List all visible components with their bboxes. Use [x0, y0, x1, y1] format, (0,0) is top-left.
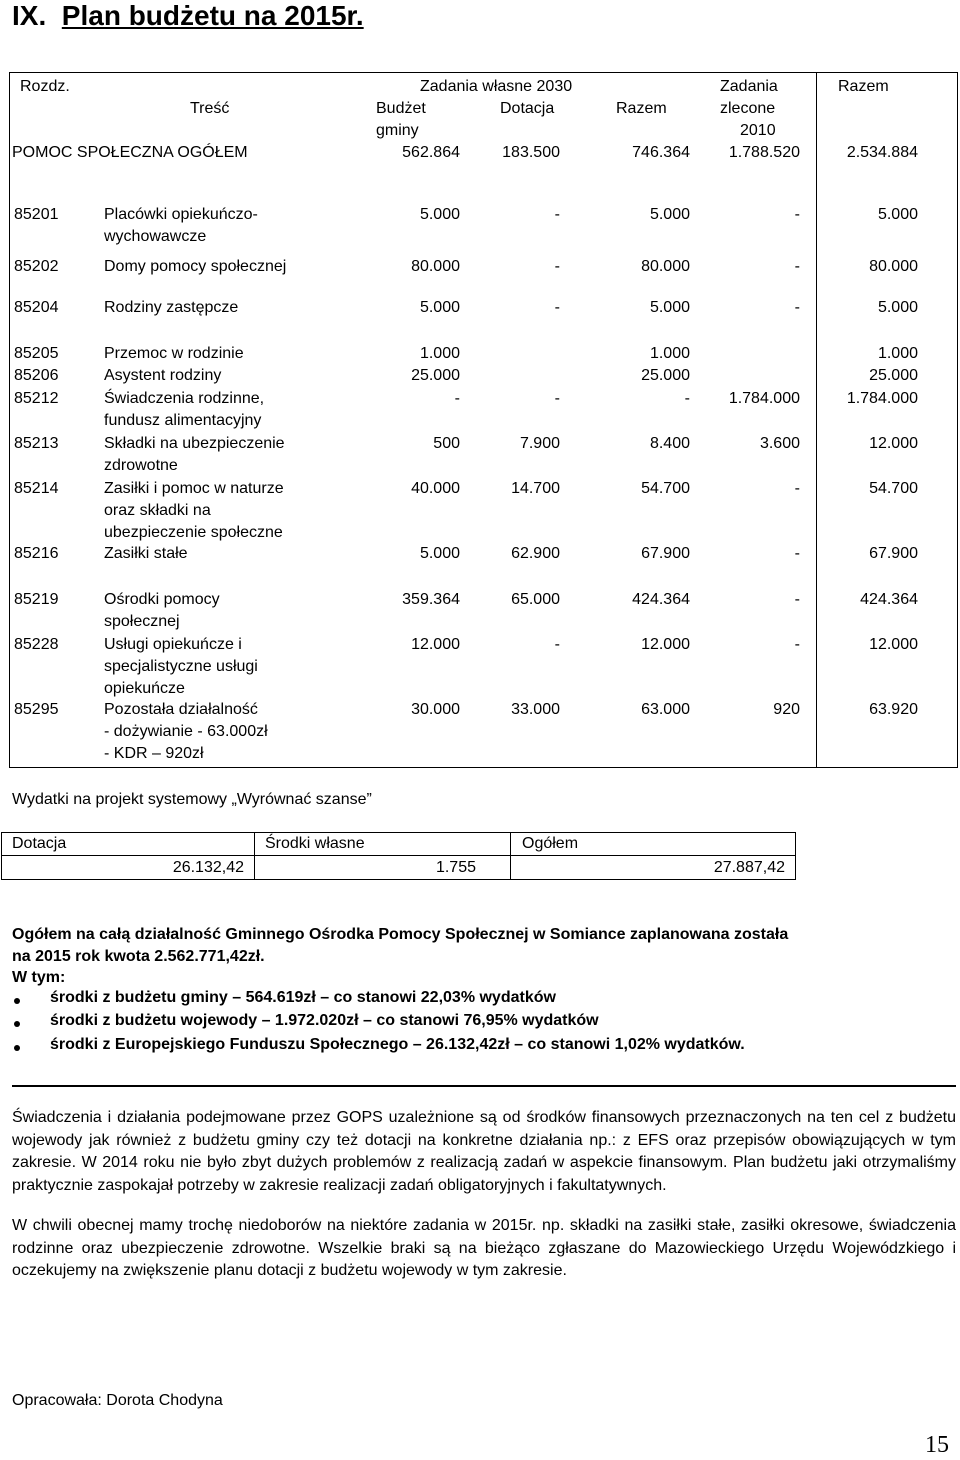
- header-razem-wlasne: Razem: [616, 100, 667, 117]
- header-budzet-gminy-2: gminy: [376, 122, 419, 139]
- summary-line-2: na 2015 rok kwota 2.562.771,42zł.: [12, 948, 265, 965]
- row-dotacja: -: [554, 636, 560, 653]
- header-zadania-zlecone-2: zlecone: [720, 100, 776, 117]
- row-zlecone: -: [794, 258, 800, 275]
- row-dotacja: -: [554, 258, 560, 275]
- bullet-icon: [14, 1021, 20, 1027]
- row-zlecone: 3.600: [759, 435, 800, 452]
- row-description: Świadczenia rodzinne,: [104, 390, 265, 407]
- row-description: społecznej: [104, 613, 180, 630]
- row-description: wychowawcze: [104, 228, 207, 245]
- row-dotacja: 65.000: [511, 591, 560, 608]
- bullet-icon: [14, 998, 20, 1004]
- total-zlecone: 1.788.520: [728, 144, 800, 161]
- project-header-ogolem: Ogółem: [522, 835, 579, 852]
- row-description: Ośrodki pomocy: [104, 591, 220, 608]
- row-description: opiekuńcze: [104, 680, 185, 697]
- row-code: 85201: [14, 206, 59, 223]
- row-description: Przemoc w rodzinie: [104, 345, 244, 362]
- row-zlecone: -: [794, 636, 800, 653]
- row-code: 85204: [14, 299, 59, 316]
- row-razem: 63.920: [869, 701, 918, 718]
- row-budzet: 1.000: [419, 345, 460, 362]
- row-razem-wl: 1.000: [649, 345, 690, 362]
- total-dotacja: 183.500: [502, 144, 560, 161]
- row-code: 85295: [14, 701, 59, 718]
- row-budzet: 500: [433, 435, 460, 452]
- row-description: zdrowotne: [104, 457, 178, 474]
- header-tresc: Treść: [190, 100, 230, 117]
- summary-bullet-2: środki z budżetu wojewody – 1.972.020zł – co stanowi 76,95% wydatków: [50, 1012, 599, 1029]
- row-budzet: -: [454, 390, 460, 407]
- row-razem-wl: 12.000: [641, 636, 690, 653]
- header-zadania-zlecone-3: 2010: [740, 122, 776, 139]
- row-razem: 5.000: [877, 206, 918, 223]
- header-zadania-zlecone: Zadania: [720, 78, 778, 95]
- summary-bullet-3: środki z Europejskiego Funduszu Społecznego – 26.132,42zł – co stanowi 1,02% wydatków.: [50, 1036, 745, 1053]
- table-divider: [957, 72, 958, 768]
- body-paragraph-1: Świadczenia i działania podejmowane przez GOPS uzależnione są od środków finansowych przeznaczonych na ten cel z budżetu wojewody jak również z budżetu gminy czy też dotacji na konkretne działania np.: z EFS oraz przepisów obowiązujących w tym zakresie. W 2014 roku nie było zbyt dużych problemów z realizacją zadań w aspekcie finansowym. Plan budżetu jaki otrzymaliśmy praktycznie zaspokajał potrzeby w zakresie realizacji zadań obligatoryjnych i fakultatywnych.: [12, 1109, 956, 1194]
- project-table-divider: [510, 832, 511, 880]
- row-zlecone: -: [794, 545, 800, 562]
- row-dotacja: 62.900: [511, 545, 560, 562]
- project-table-divider: [1, 855, 796, 856]
- title-text: Plan budżetu na 2015r.: [61, 0, 364, 31]
- row-dotacja: 14.700: [511, 480, 560, 497]
- row-dotacja: -: [554, 206, 560, 223]
- row-code: 85216: [14, 545, 59, 562]
- row-zlecone: 1.784.000: [728, 390, 800, 407]
- row-dotacja: 33.000: [511, 701, 560, 718]
- row-code: 85213: [14, 435, 59, 452]
- row-razem-wl: -: [684, 390, 690, 407]
- row-budzet: 25.000: [411, 367, 460, 384]
- row-budzet: 5.000: [419, 299, 460, 316]
- row-budzet: 40.000: [411, 480, 460, 497]
- bullet-icon: [14, 1045, 20, 1051]
- row-dotacja: 7.900: [519, 435, 560, 452]
- row-code: 85205: [14, 345, 59, 362]
- row-description: ubezpieczenie społeczne: [104, 524, 283, 541]
- row-razem: 80.000: [869, 258, 918, 275]
- row-description: Asystent rodziny: [104, 367, 222, 384]
- row-budzet: 30.000: [411, 701, 460, 718]
- row-zlecone: -: [794, 591, 800, 608]
- row-zlecone: -: [794, 480, 800, 497]
- row-razem-wl: 67.900: [641, 545, 690, 562]
- row-razem-wl: 5.000: [649, 299, 690, 316]
- project-header-srodki: Środki własne: [265, 835, 365, 852]
- row-dotacja: -: [554, 299, 560, 316]
- row-budzet: 12.000: [411, 636, 460, 653]
- header-razem: Razem: [838, 78, 889, 95]
- section-divider: [12, 1085, 956, 1087]
- total-razem: 2.534.884: [846, 144, 918, 161]
- table-divider: [816, 72, 817, 768]
- row-razem: 12.000: [869, 636, 918, 653]
- row-razem: 12.000: [869, 435, 918, 452]
- row-description: Domy pomocy społecznej: [104, 258, 287, 275]
- row-zlecone: -: [794, 206, 800, 223]
- body-paragraph-2: W chwili obecnej mamy trochę niedoborów na niektóre zadania w 2015r. np. składki na zasiłki stałe, zasiłki okresowe, świadczenia rodzinne oraz ubezpieczenie zdrowotne. Wszelkie braki są na bieżąco zgłaszane do Mazowieckiego Urzędu Wojewódzkiego i oczekujemy na zwiększenie planu dotacji z budżetu wojewody w tym zakresie.: [12, 1217, 956, 1279]
- header-zadania-wlasne: Zadania własne 2030: [420, 78, 573, 95]
- row-razem: 67.900: [869, 545, 918, 562]
- row-razem-wl: 80.000: [641, 258, 690, 275]
- row-code: 85206: [14, 367, 59, 384]
- row-razem: 1.784.000: [846, 390, 918, 407]
- row-razem-wl: 54.700: [641, 480, 690, 497]
- row-razem: 25.000: [869, 367, 918, 384]
- row-code: 85214: [14, 480, 59, 497]
- row-razem: 1.000: [877, 345, 918, 362]
- row-zlecone: 920: [773, 701, 800, 718]
- row-razem-wl: 5.000: [649, 206, 690, 223]
- total-budzet: 562.864: [402, 144, 460, 161]
- row-budzet: 359.364: [402, 591, 460, 608]
- total-razem-wl: 746.364: [632, 144, 690, 161]
- page-title: [12, 0, 364, 32]
- row-zlecone: -: [794, 299, 800, 316]
- header-dotacja: Dotacja: [500, 100, 555, 117]
- row-description: specjalistyczne usługi: [104, 658, 258, 675]
- project-table-divider: [254, 832, 255, 880]
- title-prefix: IX.: [12, 0, 47, 31]
- row-razem-wl: 63.000: [641, 701, 690, 718]
- row-description: Placówki opiekuńczo-: [104, 206, 258, 223]
- total-label: POMOC SPOŁECZNA OGÓŁEM: [12, 144, 248, 161]
- signature: Opracowała: Dorota Chodyna: [12, 1392, 223, 1409]
- project-value-ogolem: 27.887,42: [713, 859, 785, 876]
- header-rozdz: Rozdz.: [20, 78, 70, 95]
- project-header-dotacja: Dotacja: [12, 835, 67, 852]
- project-value-srodki: 1.755: [435, 859, 476, 876]
- row-razem-wl: 424.364: [632, 591, 690, 608]
- project-heading: Wydatki na projekt systemowy „Wyrównać szanse”: [12, 791, 372, 808]
- row-description: Składki na ubezpieczenie: [104, 435, 285, 452]
- summary-bullet-1: środki z budżetu gminy – 564.619zł – co stanowi 22,03% wydatków: [50, 989, 556, 1006]
- row-code: 85212: [14, 390, 59, 407]
- row-budzet: 5.000: [419, 206, 460, 223]
- summary-line-3: W tym:: [12, 969, 66, 986]
- header-budzet-gminy: Budżet: [376, 100, 426, 117]
- row-description: Rodziny zastępcze: [104, 299, 239, 316]
- page-number: 15: [925, 1432, 949, 1458]
- row-code: 85219: [14, 591, 59, 608]
- row-dotacja: -: [554, 390, 560, 407]
- row-razem: 5.000: [877, 299, 918, 316]
- row-description: - dożywianie - 63.000zł: [104, 723, 268, 740]
- row-razem-wl: 8.400: [649, 435, 690, 452]
- row-budzet: 5.000: [419, 545, 460, 562]
- row-description: Zasiłki i pomoc w naturze: [104, 480, 284, 497]
- project-value-dotacja: 26.132,42: [172, 859, 244, 876]
- row-razem: 424.364: [860, 591, 918, 608]
- row-description: fundusz alimentacyjny: [104, 412, 262, 429]
- row-description: Pozostała działalność: [104, 701, 258, 718]
- summary-line-1: Ogółem na całą działalność Gminnego Ośrodka Pomocy Społecznej w Somiance zaplanowana została: [12, 926, 789, 943]
- row-razem-wl: 25.000: [641, 367, 690, 384]
- row-description: - KDR – 920zł: [104, 745, 204, 762]
- row-code: 85202: [14, 258, 59, 275]
- row-description: Zasiłki stałe: [104, 545, 188, 562]
- row-description: Usługi opiekuńcze i: [104, 636, 242, 653]
- row-budzet: 80.000: [411, 258, 460, 275]
- row-description: oraz składki na: [104, 502, 211, 519]
- row-razem: 54.700: [869, 480, 918, 497]
- row-code: 85228: [14, 636, 59, 653]
